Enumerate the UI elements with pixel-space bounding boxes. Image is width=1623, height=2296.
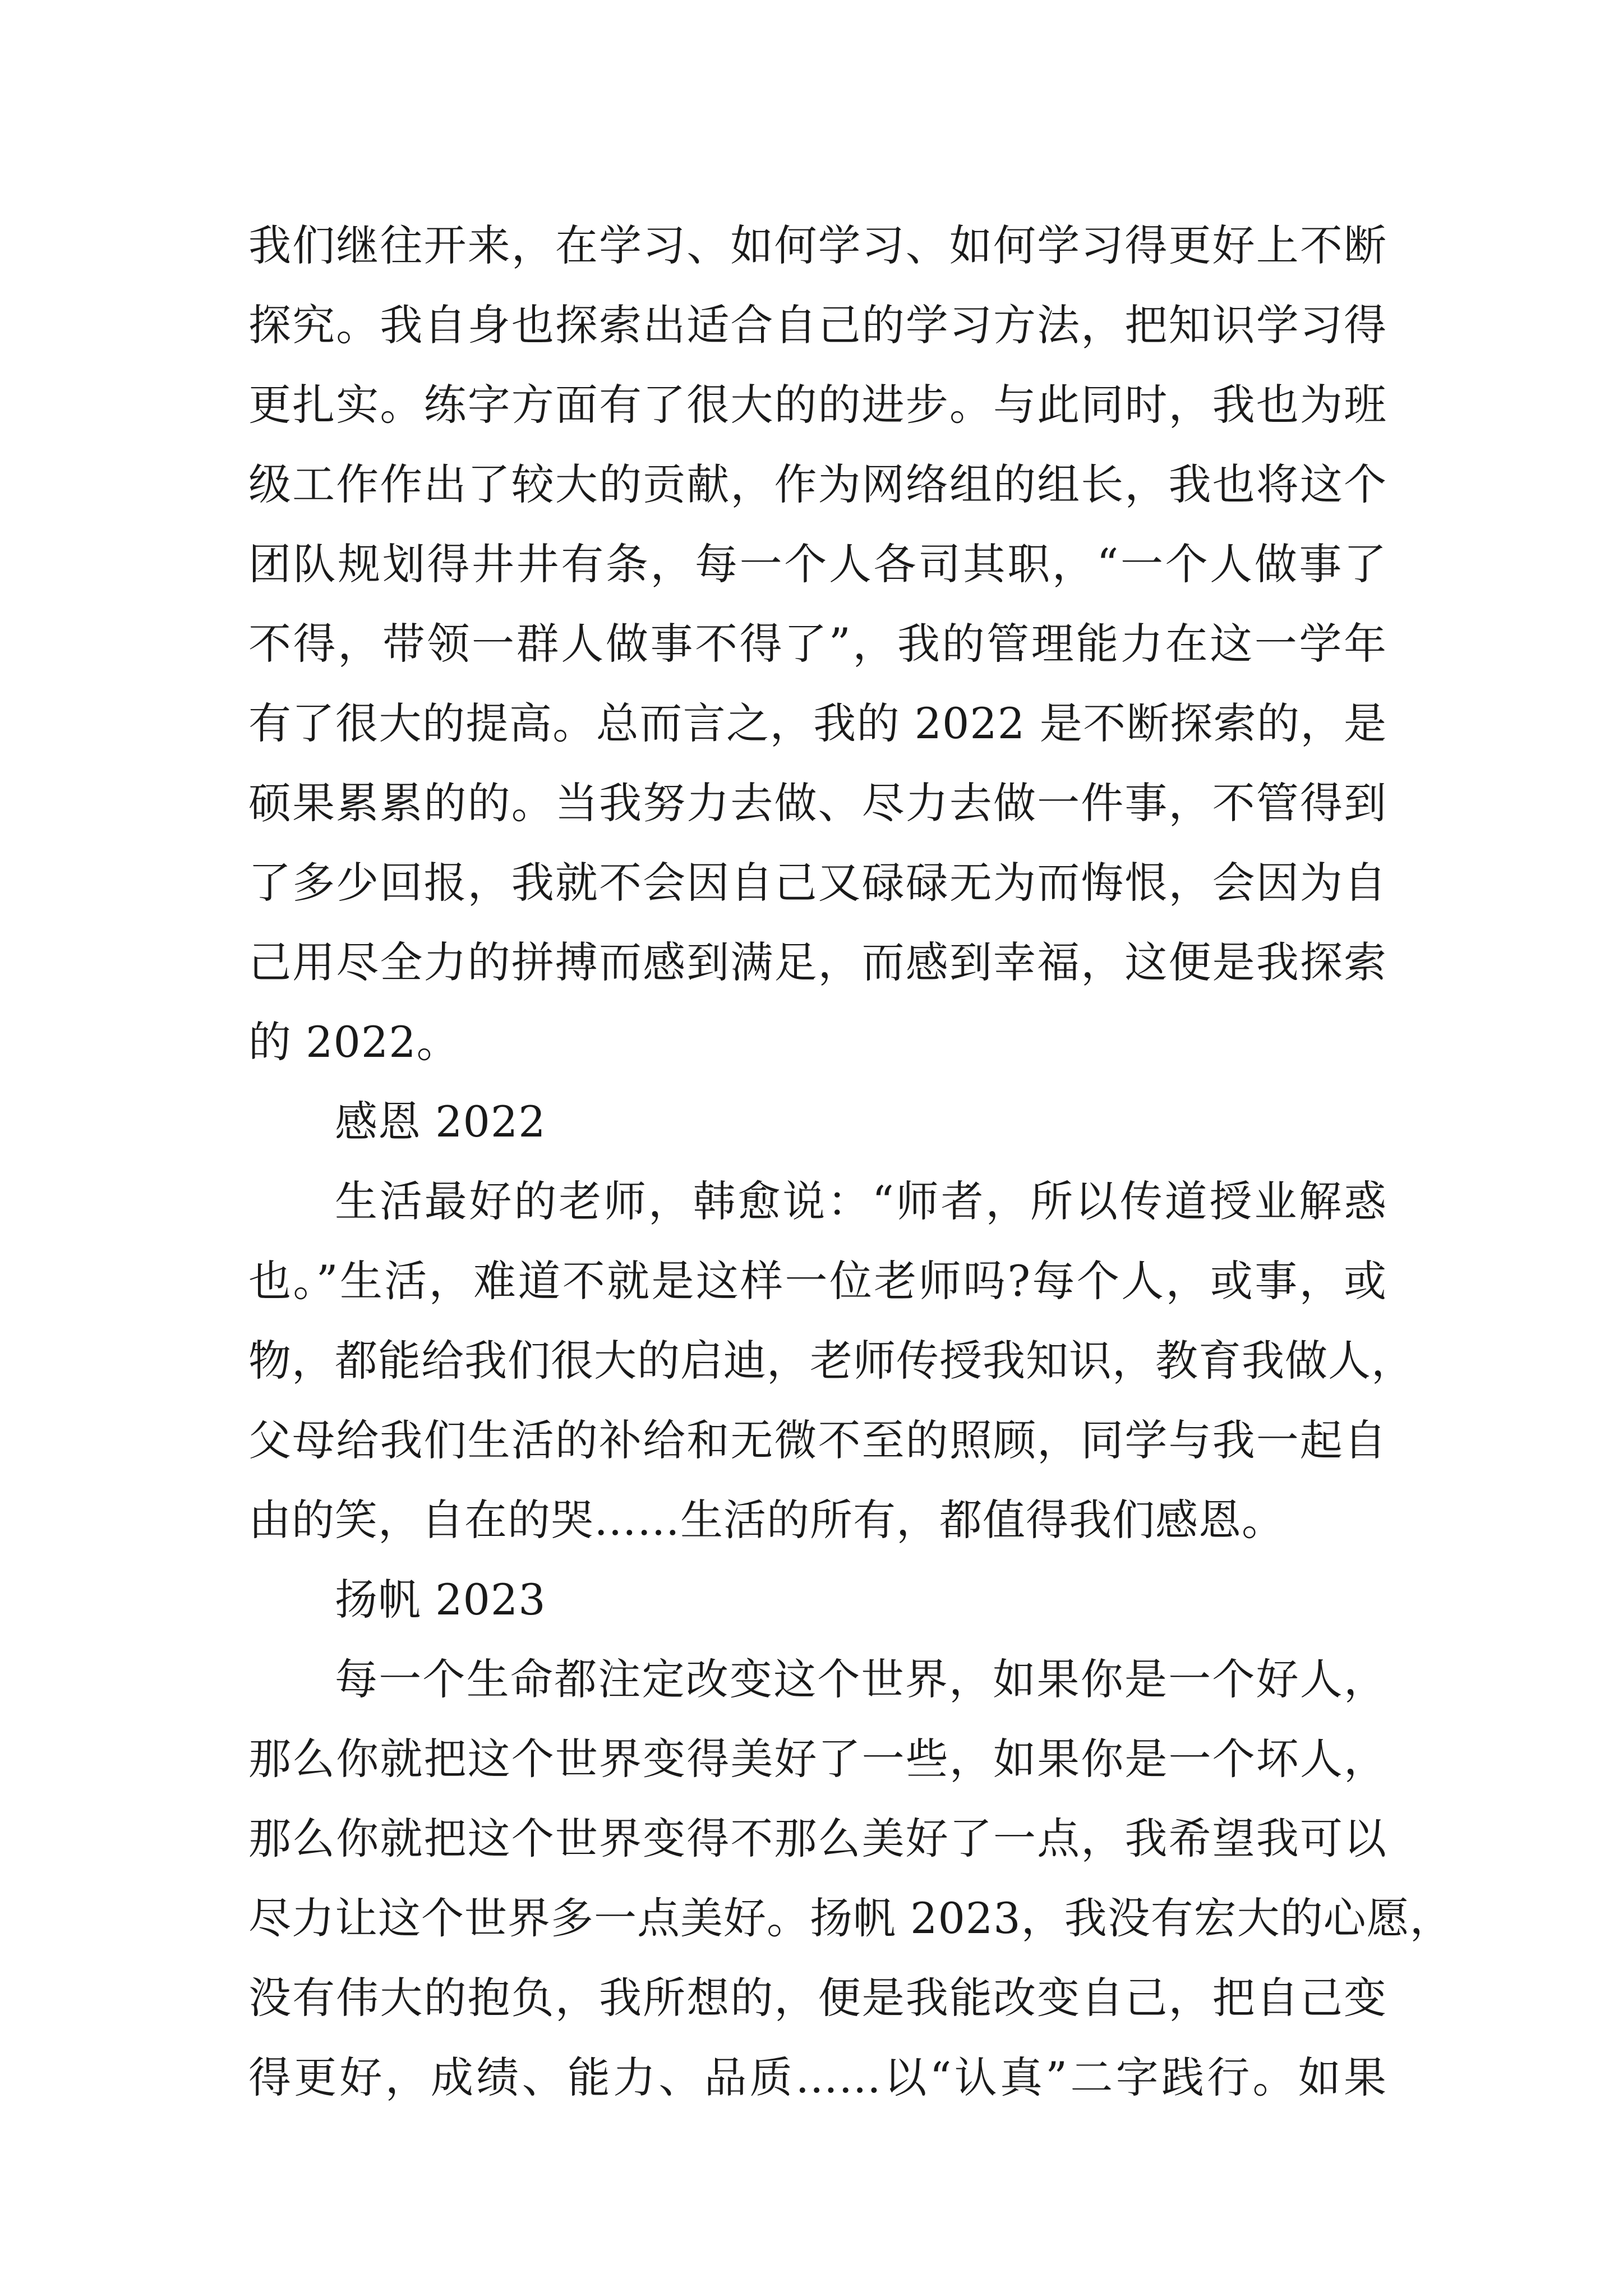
text-line: 更扎实。练字方面有了很大的的进步。与此同时，我也为班	[248, 380, 1387, 430]
text-line: 级工作作出了较大的贡献，作为网络组的组长，我也将这个	[248, 459, 1387, 509]
text-line: 物，都能给我们很大的启迪，老师传授我知识，教育我做人，	[248, 1336, 1414, 1386]
text-line: 那么你就把这个世界变得不那么美好了一点，我希望我可以	[248, 1814, 1387, 1864]
text-line: 也。”生活，难道不就是这样一位老师吗?每个人，或事，或	[248, 1256, 1387, 1306]
text-line: 团队规划得井井有条，每一个人各司其职，“一个人做事了	[248, 539, 1387, 589]
section-heading-set-sail: 扬帆 2023	[335, 1575, 546, 1625]
text-line: 生活最好的老师，韩愈说：“师者，所以传道授业解惑	[335, 1176, 1387, 1226]
text-line: 由的笑，自在的哭……生活的所有，都值得我们感恩。	[248, 1495, 1285, 1545]
text-line: 的 2022。	[248, 1017, 460, 1067]
text-line: 每一个生命都注定改变这个世界，如果你是一个好人，	[335, 1654, 1387, 1704]
text-line: 了多少回报，我就不会因自己又碌碌无为而悔恨，会因为自	[248, 858, 1387, 908]
text-line: 我们继往开来，在学习、如何学习、如何学习得更好上不断	[248, 220, 1387, 270]
section-heading-gratitude: 感恩 2022	[335, 1097, 546, 1147]
text-line: 己用尽全力的拼搏而感到满足，而感到幸福，这便是我探索	[248, 937, 1387, 987]
text-line: 有了很大的提高。总而言之，我的 2022 是不断探索的，是	[248, 698, 1387, 748]
text-line: 尽力让这个世界多一点美好。扬帆 2023，我没有宏大的心愿，	[248, 1893, 1453, 1943]
text-line: 父母给我们生活的补给和无微不至的照顾，同学与我一起自	[248, 1415, 1387, 1465]
text-line: 得更好，成绩、能力、品质……以“认真”二字践行。如果	[248, 2053, 1387, 2102]
text-line: 硕果累累的的。当我努力去做、尽力去做一件事，不管得到	[248, 778, 1387, 828]
text-line: 不得，带领一群人做事不得了”，我的管理能力在这一学年	[248, 619, 1387, 669]
text-line: 没有伟大的抱负，我所想的，便是我能改变自己，把自己变	[248, 1973, 1387, 2023]
text-line: 探究。我自身也探索出适合自己的学习方法，把知识学习得	[248, 300, 1387, 350]
text-line: 那么你就把这个世界变得美好了一些，如果你是一个坏人，	[248, 1734, 1387, 1784]
